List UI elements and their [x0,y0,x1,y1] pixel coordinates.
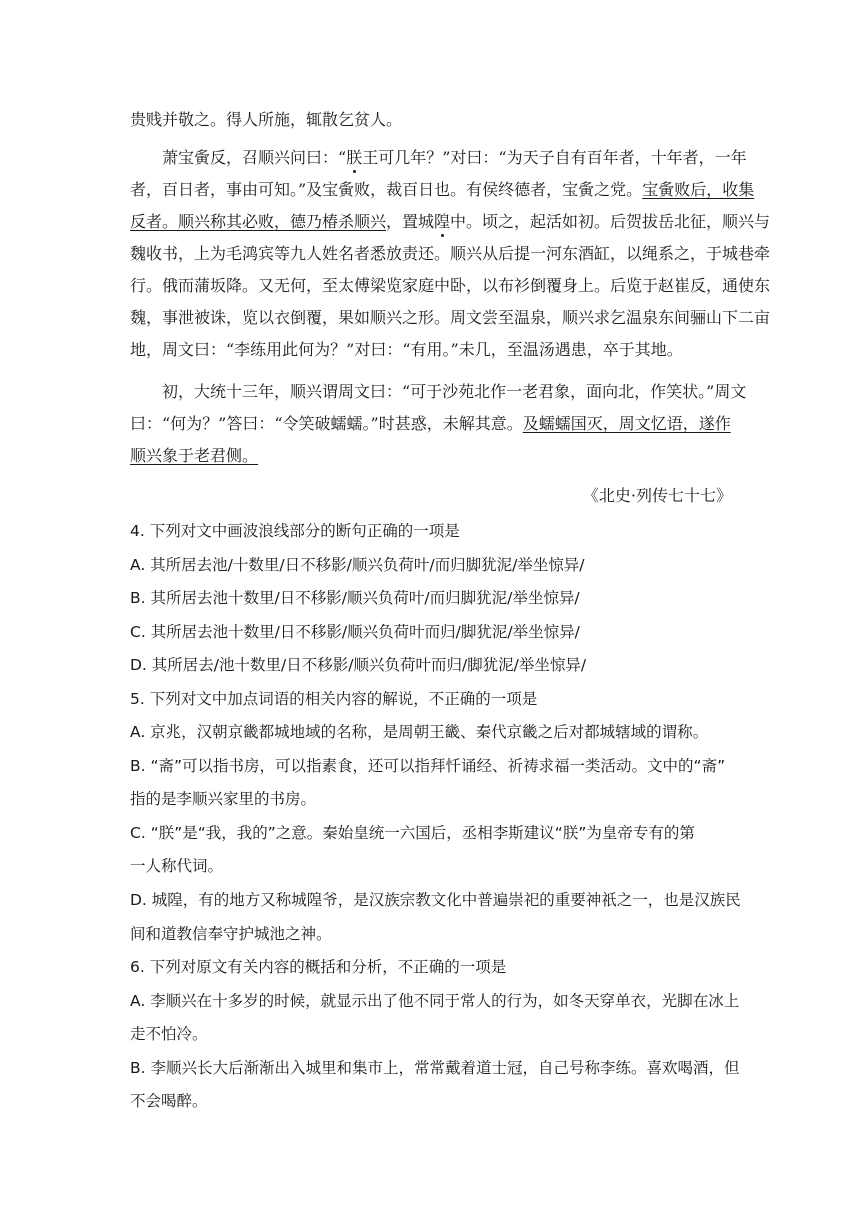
question-6-stem: 6. 下列对原文有关内容的概括和分析，不正确的一项是 [130,958,507,976]
question-6-option-b-cont: 不会喝醉。 [130,1092,208,1110]
question-5-option-b-cont: 指的是李顺兴家里的书房。 [130,790,317,808]
underlined-sentence: 反者。顺兴称其必败，德乃椿杀顺兴 [130,212,387,231]
question-5-option-c: C. “朕”是“我，我的”之意。秦始皇统一六国后，丞相李斯建议“朕”为皇帝专有的第 [130,824,695,842]
question-6-option-b: B. 李顺兴长大后渐渐出入城里和集市上，常常戴着道士冠，自己号称李练。喜欢喝酒，但 [130,1059,740,1077]
passage-text: 曰：“何为？”答曰：“令笑破蠕蠕。”时甚惑，未解其意。 [130,414,523,433]
passage-line [130,180,755,200]
underlined-sentence: 及蠕蠕国灭，周文忆语，遂作 [522,414,731,433]
passage-line: 魏，事泄被诛，览以衣倒覆，果如顺兴之形。周文尝至温泉，顺兴求乞温泉东间骊山下二亩 [130,308,771,327]
passage-line: 初，大统十三年，顺兴谓周文曰：“可于沙苑北作一老君象，面向北，作笑状。”周文 [162,382,747,401]
question-5-option-d: D. 城隍，有的地方又称城隍爷，是汉族宗教文化中普遍崇祀的重要神祇之一，也是汉族民 [130,891,741,909]
passage-text: 萧宝夤反，召顺兴问曰：“ [162,148,347,167]
passage-line: 贵贱并敬之。得人所施，辄散乞贫人。 [130,110,403,129]
passage-line: 地，周文曰：“李练用此何为？”对曰：“有用。”未几，至温汤遇患，卒于其地。 [130,340,683,359]
dotted-word-huang: 隍 [434,212,451,231]
question-4-option-c: C. 其所居去池十数里/日不移影/顺兴负荷叶而归/脚犹泥/举坐惊异/ [130,623,580,641]
question-5-option-c-cont: 一人称代词。 [130,857,224,875]
underlined-sentence: 宝夤败后，收集 [642,180,755,199]
passage-text: 者，百日者，事由可知。”及宝夤败，裁百日也。有侯终德者，宝夤之党。 [130,180,643,199]
source-citation: 《北史·列传七十七》 [582,486,732,505]
question-5-option-b: B. “斋”可以指书房，可以指素食，还可以指拜忏诵经、祈祷求福一类活动。文中的“斋” [130,757,726,775]
question-4-option-a: A. 其所居去池/十数里/日不移影/顺兴负荷叶/而归脚犹泥/举坐惊异/ [130,556,585,574]
passage-line: 行。俄而蒲坂降。又无何，至太傅梁览家庭中卧，以布衫倒覆身上。后览于赵崔反，通使东 [130,276,771,295]
question-4-stem: 4. 下列对文中画波浪线部分的断句正确的一项是 [130,522,460,540]
underlined-sentence: 顺兴象于老君侧。 [130,446,259,465]
question-4-option-b: B. 其所居去池十数里/日不移影/顺兴负荷叶/而归脚犹泥/举坐惊异/ [130,589,580,607]
question-5-stem: 5. 下列对文中加点词语的相关内容的解说，不正确的一项是 [130,690,538,708]
passage-text: 中。顷之，起活如初。后贺拔岳北征，顺兴与 [450,212,771,231]
question-6-option-a: A. 李顺兴在十多岁的时候，就显示出了他不同于常人的行为，如冬天穿单衣，光脚在冰上 [130,992,740,1010]
passage-line [162,148,764,168]
dotted-word-zhen: 朕 [346,148,363,167]
passage-line [130,446,732,466]
question-5-option-d-cont: 间和道教信奉守护城池之神。 [130,925,332,943]
question-4-option-d: D. 其所居去/池十数里/日不移影/顺兴负荷叶而归/脚犹泥/举坐惊异/ [130,656,587,674]
passage-line [130,212,771,232]
passage-text: ，置城 [386,212,435,231]
passage-line [130,414,732,434]
question-6-option-a-cont: 走不怕冷。 [130,1025,208,1043]
passage-text: 王可几年？”对曰：“为天子自有百年者，十年者，一年 [362,148,747,167]
question-5-option-a: A. 京兆，汉朝京畿都城地域的名称，是周朝王畿、秦代京畿之后对都城辖域的谓称。 [130,723,709,741]
passage-line: 魏收书，上为毛鸿宾等九人姓名者悉放责还。顺兴从后提一河东酒缸，以绳系之，于城巷牵 [130,244,771,263]
